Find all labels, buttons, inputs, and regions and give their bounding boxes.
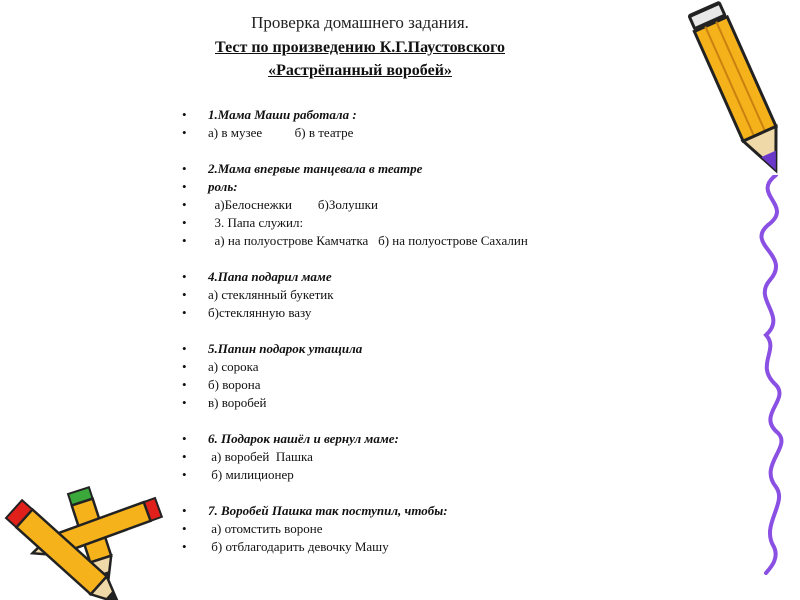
answer-line: • в) воробей — [182, 394, 642, 412]
test-title: Тест по произведению К.Г.Паустовского — [215, 39, 505, 56]
question-line: • 5.Папин подарок утащила — [182, 340, 642, 358]
answer-line: • а) отомстить вороне — [182, 520, 642, 538]
spacer — [182, 484, 642, 502]
question-line: • 4.Папа подарил маме — [182, 268, 642, 286]
question-line: • 2.Мама впервые танцевала в театре — [182, 160, 642, 178]
answer-line: • б) милиционер — [182, 466, 642, 484]
answer-line: • б) ворона — [182, 376, 642, 394]
answer-line: • а) стеклянный букетик — [182, 286, 642, 304]
answer-line: • а) воробей Пашка — [182, 448, 642, 466]
answer-line: • а)Белоснежки б)Золушки — [182, 196, 642, 214]
slide-title: Проверка домашнего задания. — [251, 13, 469, 32]
pencil-icon — [655, 0, 795, 200]
answer-line: • б) отблагодарить девочку Машу — [182, 538, 642, 556]
spacer — [182, 142, 642, 160]
question-line: • роль: — [182, 178, 642, 196]
question-line: • 1.Мама Маши работала : — [182, 106, 642, 124]
question-line: • 7. Воробей Пашка так поступил, чтобы: — [182, 502, 642, 520]
spacer — [182, 250, 642, 268]
purple-scribble-icon — [740, 175, 800, 575]
crossed-pencils-icon — [0, 478, 170, 600]
answer-line: • а) в музее б) в театре — [182, 124, 642, 142]
answer-line: • 3. Папа служил: — [182, 214, 642, 232]
story-title: «Растрёпанный воробей» — [268, 62, 452, 79]
question-list — [182, 106, 642, 556]
slide-header — [120, 10, 600, 82]
question-line: • 6. Подарок нашёл и вернул маме: — [182, 430, 642, 448]
answer-line: • а) на полуострове Камчатка б) на полуострове Сахалин — [182, 232, 642, 250]
spacer — [182, 412, 642, 430]
answer-line: • б)стеклянную вазу — [182, 304, 642, 322]
answer-line: • а) сорока — [182, 358, 642, 376]
spacer — [182, 322, 642, 340]
